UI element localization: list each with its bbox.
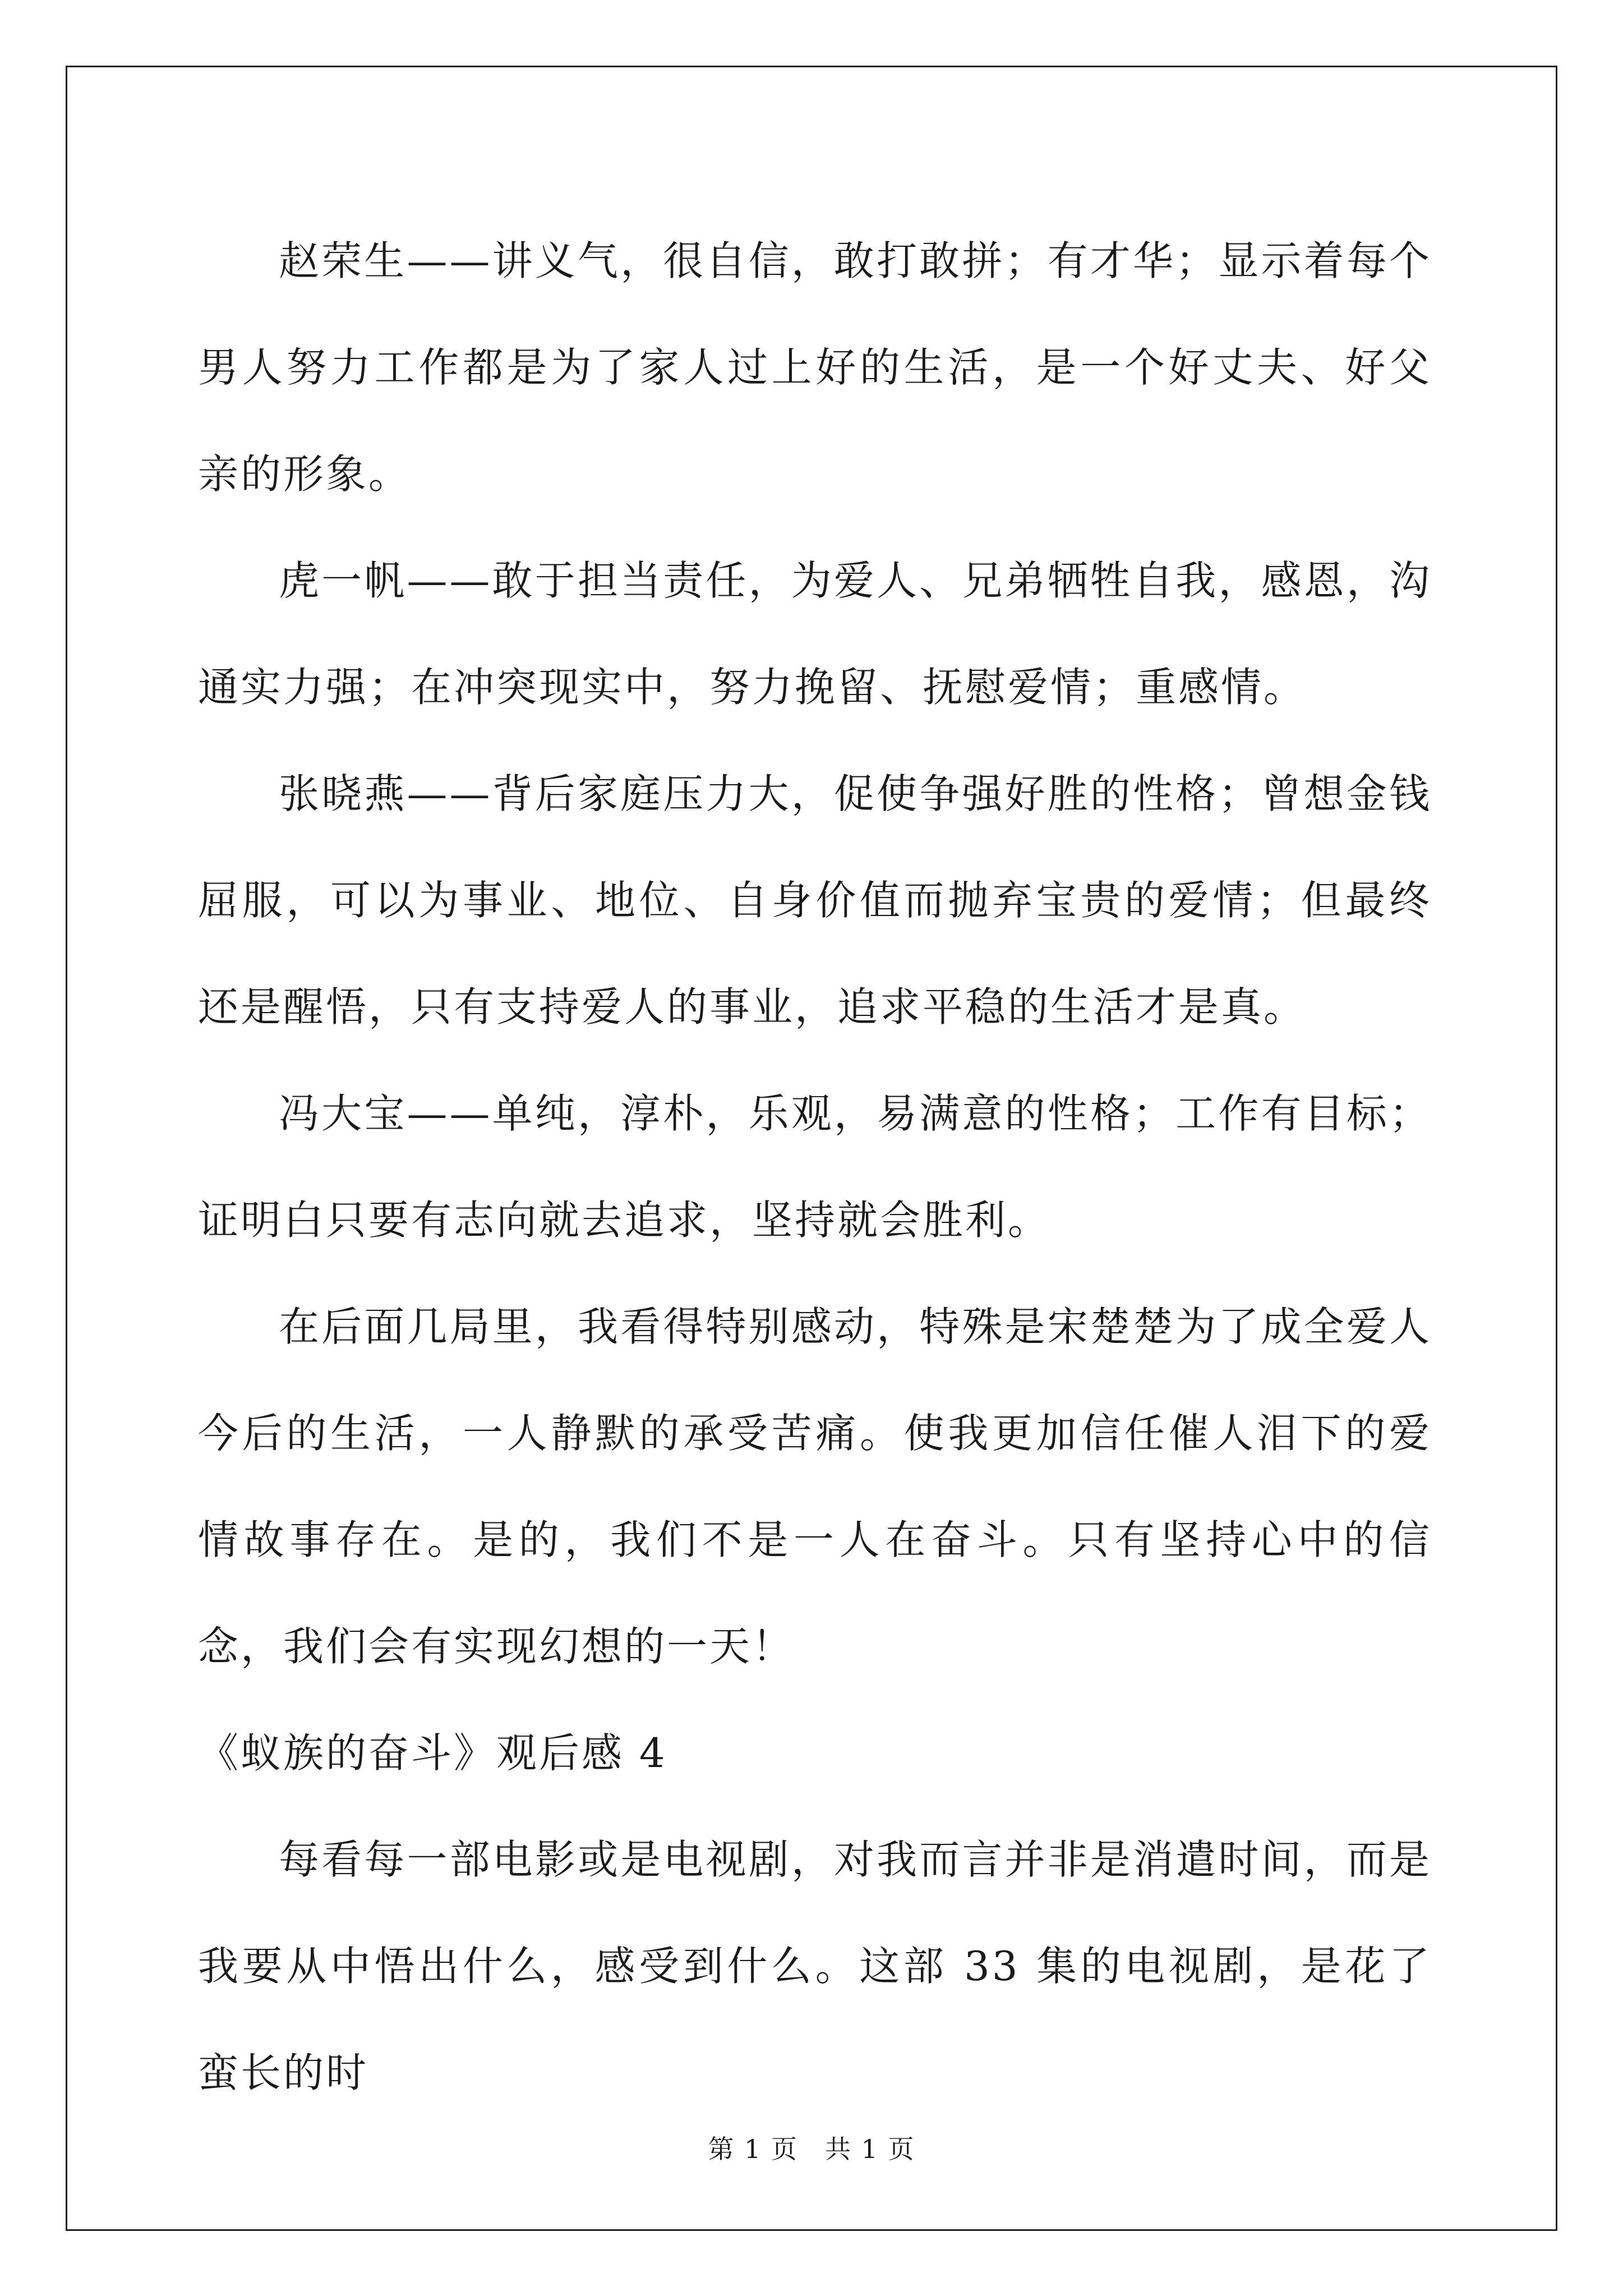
paragraph-reflection: 在后面几局里，我看得特别感动，特殊是宋楚楚为了成全爱人今后的生活，一人静默的承受苦痛。使我更加信任催人泪下的爱情故事存在。是的，我们不是一人在奋斗。只有坚持心中的信念，我们会有实现幻想的一天！ bbox=[198, 1303, 1432, 1670]
document-body bbox=[198, 208, 1432, 2126]
paragraph-hu-yifan: 虎一帆——敢于担当责任，为爱人、兄弟牺牲自我，感恩，沟通实力强；在冲突现实中，努力挽留、抚慰爱情；重感情。 bbox=[198, 557, 1432, 711]
page-footer bbox=[0, 2129, 1623, 2166]
paragraph-zhao-rongsheng: 赵荣生——讲义气，很自信，敢打敢拼；有才华；显示着每个男人努力工作都是为了家人过上好的生活，是一个好丈夫、好父亲的形象。 bbox=[198, 237, 1432, 498]
page-total: 共 1 页 bbox=[825, 2134, 915, 2164]
section-title: 《蚁族的奋斗》观后感 4 bbox=[198, 1729, 667, 1777]
paragraph-section-intro: 每看每一部电影或是电视剧，对我而言并非是消遣时间，而是我要从中悟出什么，感受到什么。这部 33 集的电视剧，是花了蛮长的时 bbox=[198, 1836, 1432, 2096]
paragraph-feng-dabao: 冯大宝——单纯，淳朴，乐观，易满意的性格；工作有目标；证明白只要有志向就去追求，坚持就会胜利。 bbox=[198, 1090, 1432, 1244]
page-number: 第 1 页 bbox=[708, 2134, 798, 2164]
paragraph-zhang-xiaoyan: 张晓燕——背后家庭压力大，促使争强好胜的性格；曾想金钱屈服，可以为事业、地位、自身价值而抛弃宝贵的爱情；但最终还是醒悟，只有支持爱人的事业，追求平稳的生活才是真。 bbox=[198, 770, 1432, 1030]
